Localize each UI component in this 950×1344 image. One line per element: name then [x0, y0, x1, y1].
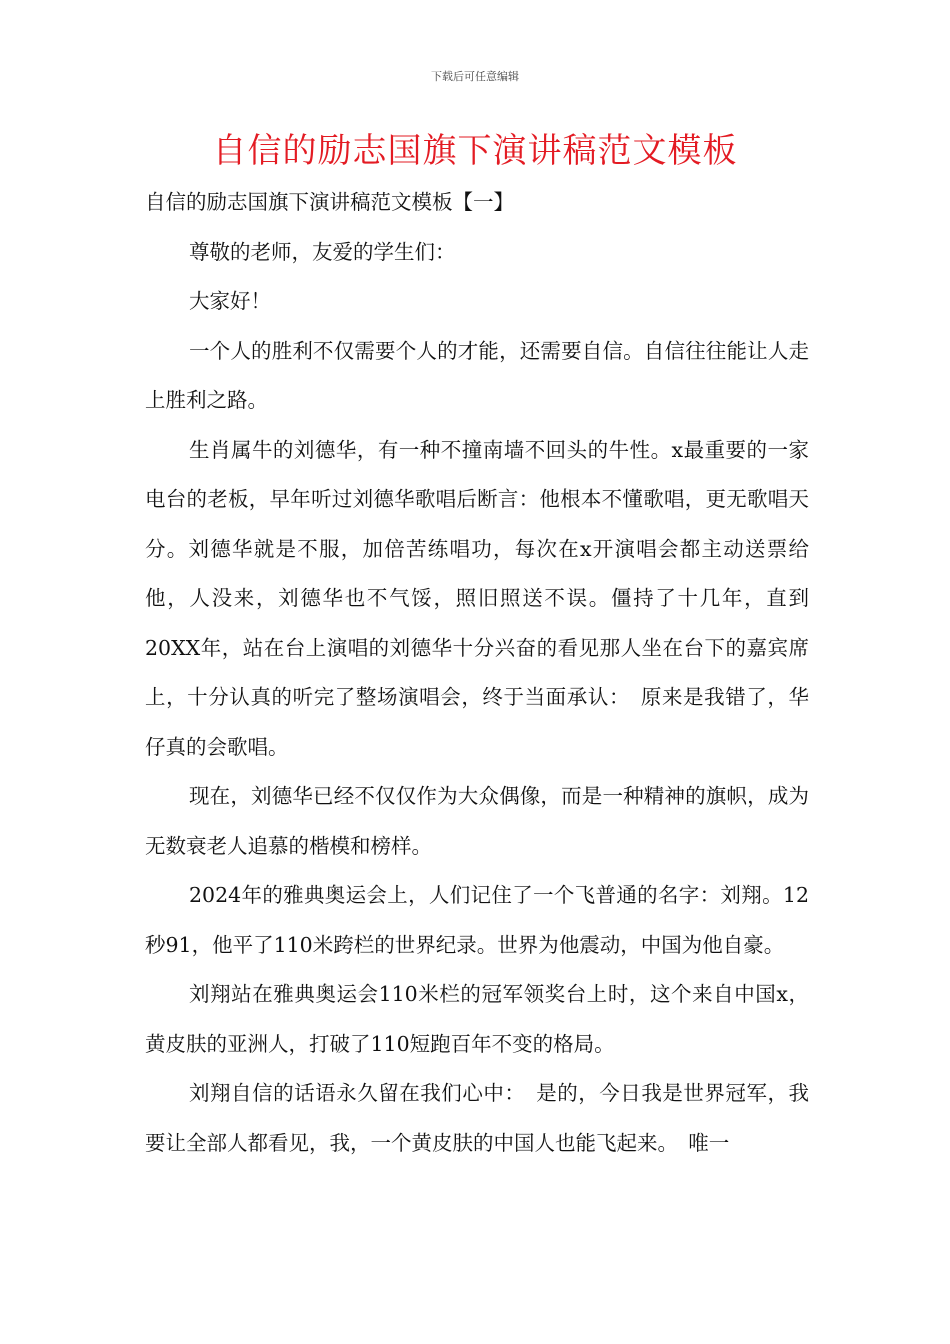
paragraph-hello: 大家好！ — [189, 289, 271, 313]
paragraph-liu-dehua-story: 生肖属牛的刘德华，有一种不撞南墙不回头的牛性。x最重要的一家电台的老板，早年听过刘德华歌唱后断言：他根本不懂歌唱，更无歌唱天分。刘德华就是不服，加倍苦练唱功，每次在x开演唱会都主动送票给他，人没来，刘德华也不气馁，照旧照送不误。僵持了十几年，直到20XX年，站在台上演唱的刘德华十分兴奋的看见那人坐在台下的嘉宾席上，十分认真的听完了整场演唱会，终于当面承认： 原来是我错了，华仔真的会歌唱。 — [145, 437, 809, 759]
document-title: 自信的励志国旗下演讲稿范文模板 — [212, 131, 738, 171]
header-note: 下载后可任意编辑 — [431, 70, 519, 83]
paragraph-greeting: 尊敬的老师，友爱的学生们： — [189, 239, 456, 264]
paragraph-liu-dehua-now: 现在，刘德华已经不仅仅作为大众偶像，而是一种精神的旗帜，成为无数衰老人追慕的楷模和榜样。 — [145, 784, 809, 858]
paragraph-intro: 一个人的胜利不仅需要个人的才能，还需要自信。自信往往能让人走上胜利之路。 — [145, 338, 809, 412]
document-body — [145, 178, 809, 1168]
paragraph-olympics: 2024年的雅典奥运会上，人们记住了一个飞普通的名字：刘翔。12秒91，他平了110米跨栏的世界纪录。世界为他震动，中国为他自豪。 — [145, 883, 809, 957]
section-title: 自信的励志国旗下演讲稿范文模板【一】 — [145, 190, 514, 214]
paragraph-liu-xiang-podium: 刘翔站在雅典奥运会110米栏的冠军领奖台上时，这个来自中国x，黄皮肤的亚洲人，打破了110短跑百年不变的格局。 — [145, 982, 809, 1056]
paragraph-liu-xiang-quote: 刘翔自信的话语永久留在我们心中： 是的，今日我是世界冠军，我要让全部人都看见，我，一个黄皮肤的中国人也能飞起来。 唯一 — [145, 1081, 809, 1155]
